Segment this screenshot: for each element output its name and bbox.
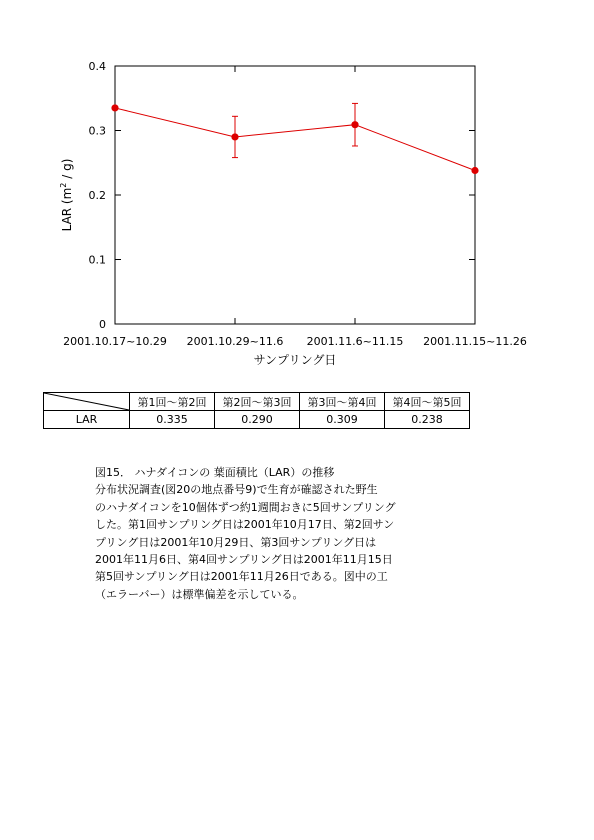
diagonal-line — [44, 393, 129, 410]
lar-chart — [0, 0, 594, 380]
series-line — [115, 108, 475, 171]
x-tick-label: 2001.11.15~11.26 — [423, 335, 527, 348]
y-axis-label-suffix: / g) — [60, 158, 74, 183]
series-layer — [111, 103, 478, 174]
axis-ticks — [115, 66, 475, 324]
caption-line: した。第1回サンプリング日は2001年10月17日、第2回サン — [95, 518, 395, 532]
table-row-label: LAR — [44, 411, 130, 429]
y-tick-label: 0 — [99, 318, 106, 331]
table-cell: 0.290 — [215, 411, 300, 429]
table-header-cell: 第3回～第4回 — [300, 393, 385, 411]
table-cell: 0.238 — [385, 411, 470, 429]
y-tick-label: 0.2 — [88, 189, 106, 202]
caption-line: 第5回サンプリング日は2001年11月26日である。図中の工 — [95, 570, 388, 584]
caption-line: のハナダイコンを10個体ずつ約1週間おきに5回サンプリング — [95, 500, 396, 514]
y-axis-label-prefix: LAR (m — [60, 187, 74, 232]
data-point — [351, 121, 358, 128]
caption-line: 分布状況調査(図20の地点番号9)で生育が確認された野生 — [95, 483, 378, 497]
caption-line: （エラーバー）は標準偏差を示している。 — [95, 587, 304, 601]
caption-title: 図15． ハナダイコンの 葉面積比（LAR）の推移 — [95, 466, 335, 479]
x-tick-label: 2001.11.6~11.15 — [306, 335, 404, 348]
x-axis-label: サンプリング日 — [253, 353, 337, 367]
table-header-row — [44, 393, 470, 411]
y-tick-label: 0.3 — [88, 124, 106, 138]
data-point — [471, 167, 478, 174]
y-tick-labels — [89, 60, 107, 331]
table-corner-cell — [44, 393, 130, 411]
x-tick-label: 2001.10.29~11.6 — [186, 335, 284, 348]
y-tick-label: 0.4 — [88, 60, 106, 73]
caption-body — [95, 481, 445, 603]
caption-line: プリング日は2001年10月29日、第3回サンプリング日は — [95, 535, 377, 549]
data-point — [111, 104, 118, 111]
caption-line: 2001年11月6日、第4回サンプリング日は2001年11月15日 — [95, 553, 393, 567]
lar-table — [43, 392, 470, 429]
x-tick-label: 2001.10.17~10.29 — [63, 335, 167, 348]
x-tick-labels — [63, 335, 527, 348]
y-axis-label-superscript: 2 — [59, 182, 68, 188]
data-point — [231, 133, 238, 140]
table-header-cell: 第1回～第2回 — [130, 393, 215, 411]
table-header-cell: 第4回～第5回 — [385, 393, 470, 411]
y-axis-label — [59, 159, 74, 232]
y-tick-label: 0.1 — [88, 253, 106, 267]
figure-caption — [95, 464, 445, 603]
plot-frame — [115, 66, 475, 324]
table-row — [44, 411, 470, 429]
table-header-cell: 第2回～第3回 — [215, 393, 300, 411]
table-cell: 0.335 — [130, 411, 215, 429]
table-cell: 0.309 — [300, 411, 385, 429]
